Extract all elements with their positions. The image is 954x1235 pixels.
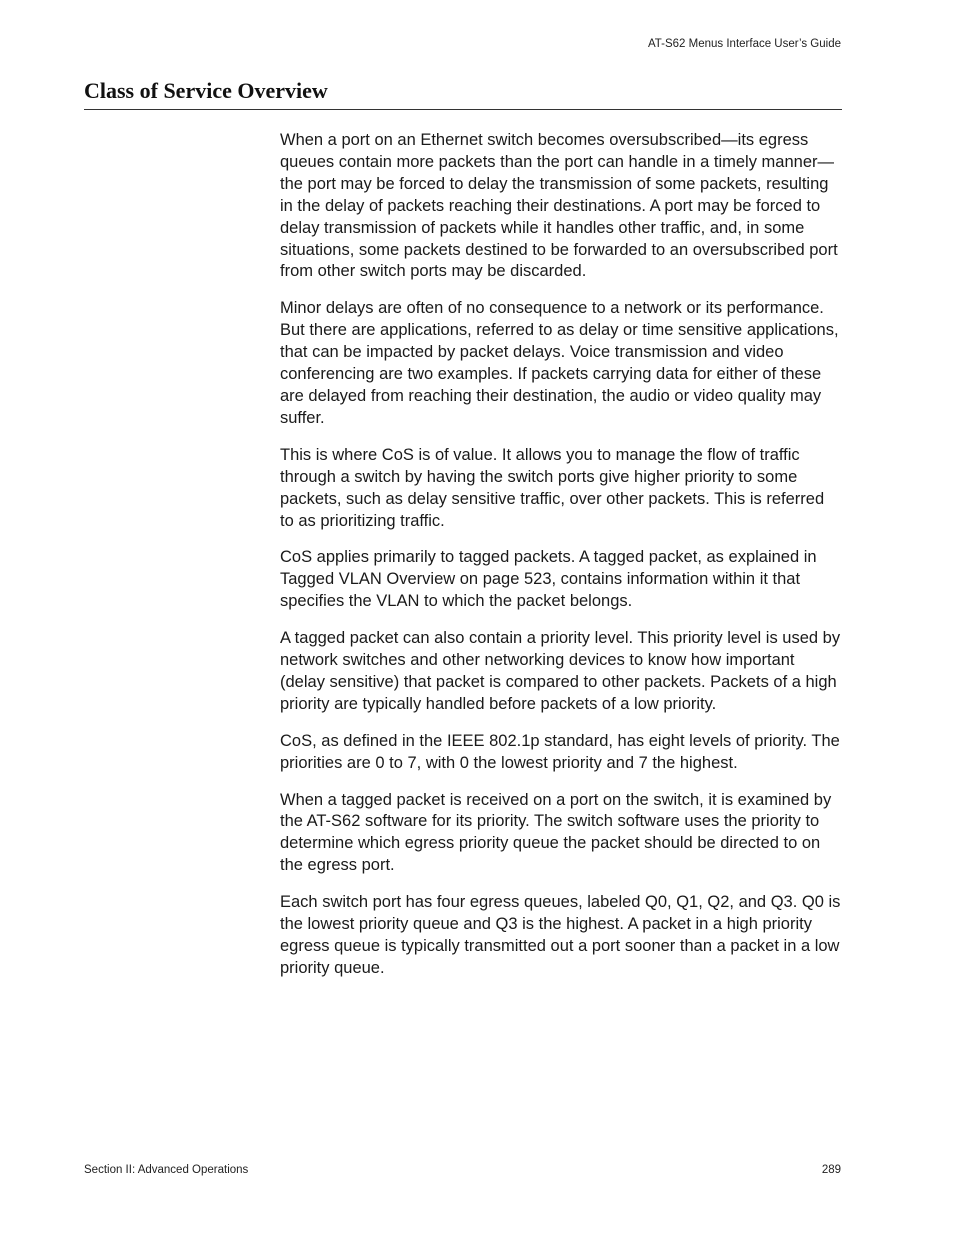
paragraph: Minor delays are often of no consequence to a network or its performance. But there are applications, referred to as delay or time sensitive applications, that can be impacted by packet delays. Voice transmission and video conferencing are two examples. If packets carrying data for either of these are delayed from reaching their destination, the audio or video quality may suffer.	[280, 299, 839, 427]
footer-section-label: Section II: Advanced Operations	[84, 1164, 249, 1176]
paragraph: When a tagged packet is received on a port on the switch, it is examined by the AT-S62 software for its priority. The switch software uses the priority to determine which egress priority queue the packet should be directed to on the egress port.	[280, 790, 832, 875]
paragraph: When a port on an Ethernet switch becomes oversubscribed—its egress queues contain more packets than the port can handle in a timely manner—the port may be forced to delay the transmission of some packets, resulting in the delay of packets reaching their destinations. A port may be forced to delay transmission of packets while it handles other traffic, and, in some situations, some packets destined to be forwarded to an oversubscribed port from other switch ports may be discarded.	[280, 131, 838, 281]
page-number: 289	[821, 1164, 841, 1176]
paragraph: This is where CoS is of value. It allows you to manage the flow of traffic through a switch by having the switch ports give higher priority to some packets, such as delay sensitive traffic, over other packets. This is referred to as prioritizing traffic.	[280, 445, 825, 530]
page-title: Class of Service Overview	[84, 78, 328, 103]
body-text	[280, 130, 842, 995]
title-divider	[84, 109, 842, 110]
running-header: AT-S62 Menus Interface User’s Guide	[647, 38, 841, 50]
paragraph: CoS applies primarily to tagged packets. A tagged packet, as explained in Tagged VLAN Overview on page 523, contains information within it that specifies the VLAN to which the packet belongs.	[280, 548, 817, 611]
paragraph: CoS, as defined in the IEEE 802.1p standard, has eight levels of priority. The priorities are 0 to 7, with 0 the lowest priority and 7 the highest.	[280, 731, 840, 772]
paragraph: A tagged packet can also contain a priority level. This priority level is used by network switches and other networking devices to know how important (delay sensitive) that packet is compared to other packets. Packets of a high priority are typically handled before packets of a low priority.	[280, 629, 841, 713]
paragraph: Each switch port has four egress queues, labeled Q0, Q1, Q2, and Q3. Q0 is the lowest priority queue and Q3 is the highest. A packet in a high priority egress queue is typically transmitted out a port sooner than a packet in a low priority queue.	[280, 893, 841, 977]
